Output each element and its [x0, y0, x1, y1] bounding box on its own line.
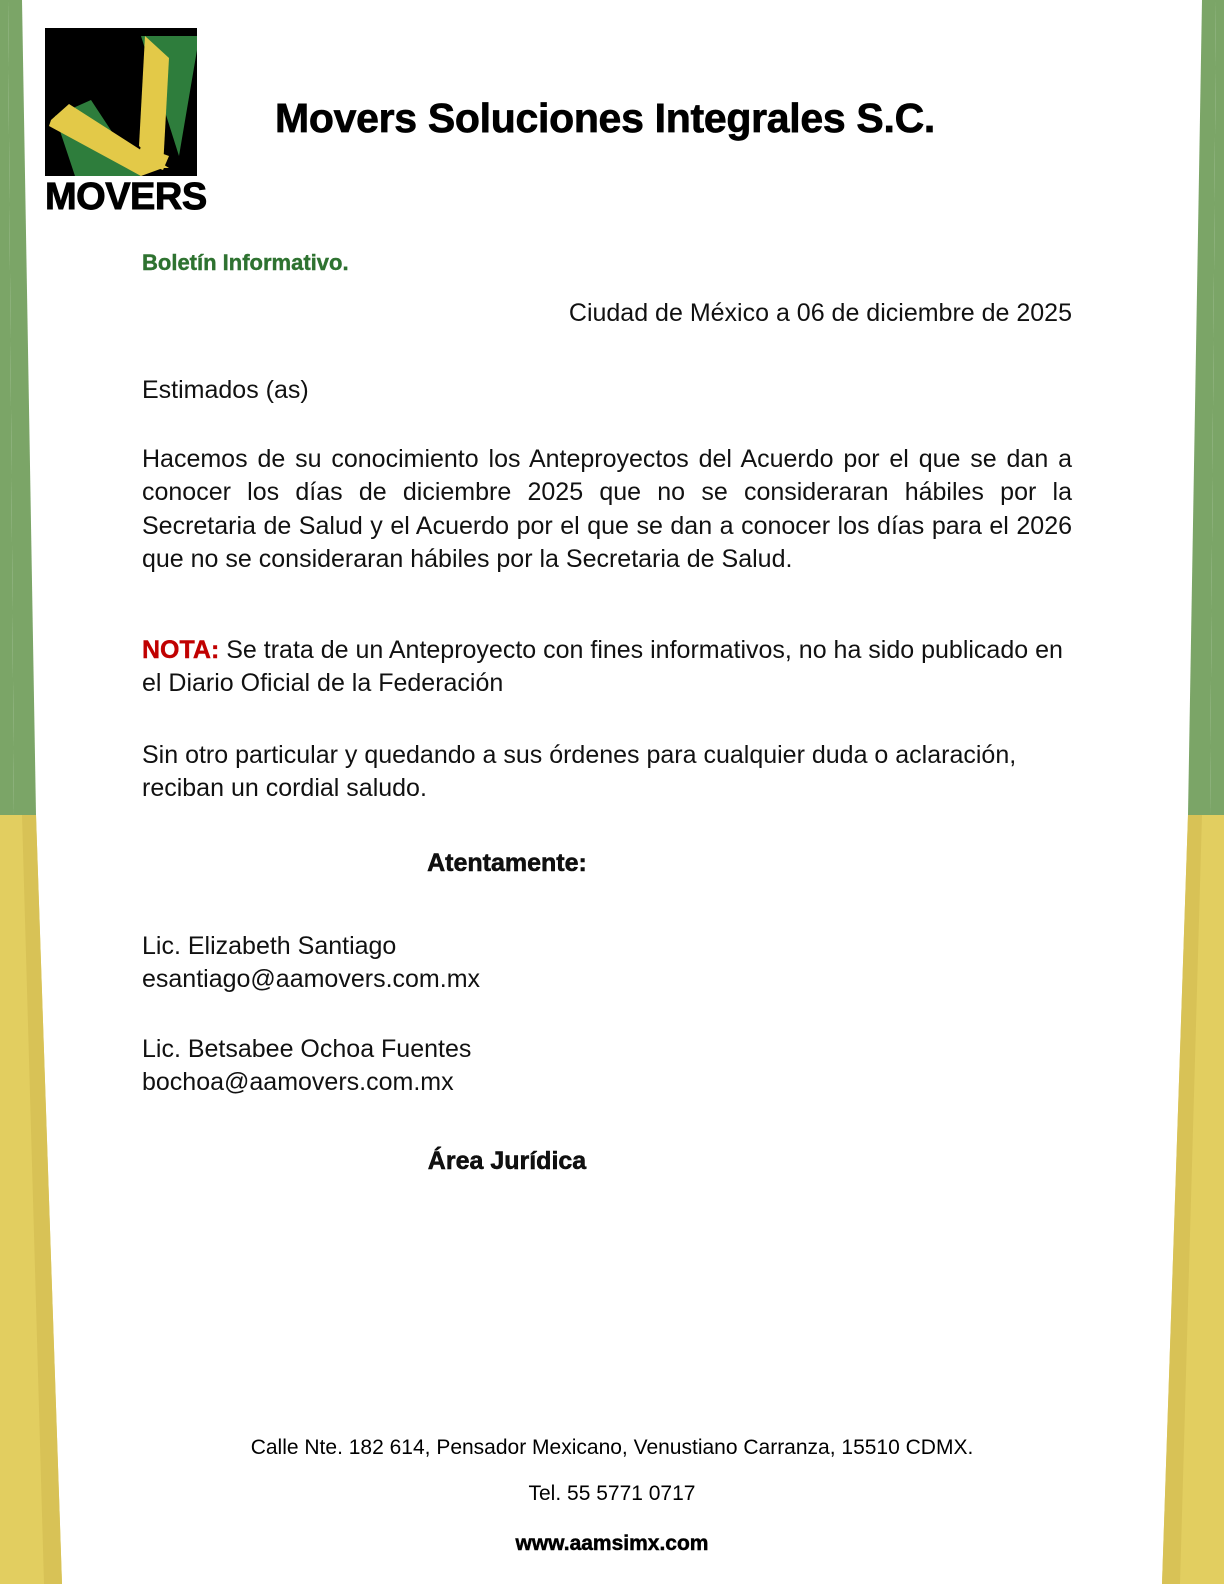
logo-wordmark: MOVERS: [45, 176, 207, 218]
movers-checkmark-logo-icon: [45, 28, 197, 176]
contact-email[interactable]: bochoa@aamovers.com.mx: [142, 1067, 454, 1096]
footer-address: Calle Nte. 182 614, Pensador Mexicano, Venustiano Carranza, 15510 CDMX.: [250, 1436, 974, 1459]
contact-name: Lic. Elizabeth Santiago: [142, 932, 397, 960]
contact-entry: [142, 1033, 1072, 1100]
signoff-line: Atentamente:: [427, 849, 587, 877]
footer-phone: Tel. 55 5771 0717: [528, 1482, 696, 1505]
letter-body: [142, 250, 1072, 1176]
bulletin-label: Boletín Informativo.: [142, 250, 349, 275]
company-logo: [45, 28, 207, 218]
greeting-line: Estimados (as): [142, 376, 309, 404]
main-paragraph: Hacemos de su conocimiento los Anteproyectos del Acuerdo por el que se dan a conocer los días de diciembre 2025 que no se consideraran hábiles por la Secretaria de Salud y el Acuerdo por el que se dan a conocer los días para el 2026 que no se consideraran hábiles por la Secretaria de Salud.: [142, 445, 1072, 573]
contact-email[interactable]: esantiago@aamovers.com.mx: [142, 965, 481, 994]
footer-website[interactable]: www.aamsimx.com: [515, 1532, 709, 1555]
letterhead-header: [0, 0, 1224, 230]
letterhead-footer: [0, 1436, 1224, 1556]
closing-paragraph: Sin otro particular y quedando a sus órdenes para cualquier duda o aclaración, reciban un cordial saludo.: [142, 740, 1017, 802]
note-paragraph: [142, 634, 1072, 701]
contact-name: Lic. Betsabee Ochoa Fuentes: [142, 1034, 472, 1063]
note-text: Se trata de un Anteproyecto con fines informativos, no ha sido publicado en el Diario Oficial de la Federación: [142, 636, 1063, 698]
contact-entry: [142, 930, 1072, 997]
department-line: Área Jurídica: [427, 1147, 587, 1175]
date-line: Ciudad de México a 06 de diciembre de 2025: [568, 299, 1072, 327]
company-title: Movers Soluciones Integrales S.C.: [275, 95, 935, 141]
note-label: NOTA:: [142, 636, 220, 664]
